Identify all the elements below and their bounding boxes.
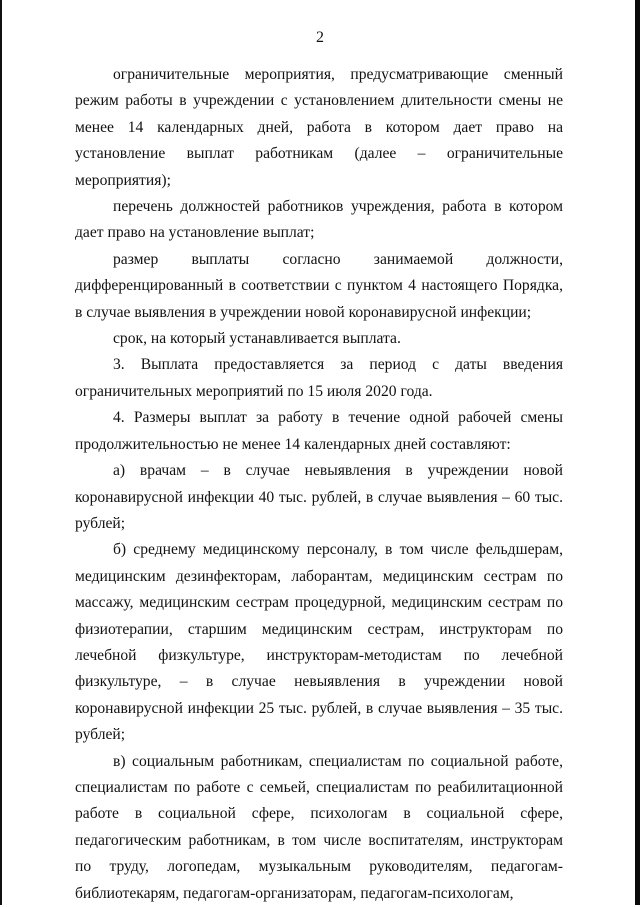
scan-border-left	[0, 0, 2, 905]
paragraph-clause-4c-social-workers: в) социальным работникам, специалистам по социальной работе, специалистам по работе с семьей, специалистам по реабилитационной работе в социальной сфере, психологам в социальной сфере, педагогическим работникам, в том числе воспитателям, инструкторам по труду, логопедам, музыкальным руководителям, педагогам-библиотекарям, педагогам-организаторам, педагогам-психологам,	[75, 752, 563, 902]
document-body	[75, 62, 563, 907]
paragraph-clause-3: 3. Выплата предоставляется за период с даты введения ограничительных мероприятий по 15 июля 2020 года.	[75, 356, 563, 400]
scan-border-right	[635, 0, 640, 905]
paragraph-payment-term: срок, на который устанавливается выплата.	[113, 330, 401, 348]
page-number: 2	[316, 29, 324, 46]
paragraph-positions-list: перечень должностей работников учреждения, работа в котором дает право на установление выплат;	[75, 198, 563, 242]
paragraph-payment-size: размер выплаты согласно занимаемой должности, дифференцированный в соответствии с пунктом 4 настоящего Порядка, в случае выявления в учреждении новой коронавирусной инфекции;	[75, 250, 563, 321]
paragraph-restrictive-measures: ограничительные мероприятия, предусматривающие сменный режим работы в учреждении с установлением длительности смены не менее 14 календарных дней, работа в котором дает право на установление выплат работникам (далее – ограничительные мероприятия);	[75, 66, 563, 189]
paragraph-clause-4a-doctors: а) врачам – в случае невыявления в учреждении новой коронавирусной инфекции 40 тыс. рублей, в случае выявления – 60 тыс. рублей;	[75, 462, 563, 532]
paragraph-clause-4b-nurses: б) среднему медицинскому персоналу, в том числе фельдшерам, медицинским дезинфекторам, лаборантам, медицинским сестрам по массажу, медицинским сестрам процедурной, медицинским сестрам по физиотерапии, старшим медицинским сестрам, инструкторам по лечебной физкультуре, инструкторам-методистам по лечебной физкультуре, – в случае невыявления в учреждении новой коронавирусной инфекции 25 тыс. рублей, в случае выявления – 35 тыс. рублей;	[75, 541, 563, 744]
paragraph-clause-4: 4. Размеры выплат за работу в течение одной рабочей смены продолжительностью не менее 14 календарных дней составляют:	[75, 409, 563, 453]
